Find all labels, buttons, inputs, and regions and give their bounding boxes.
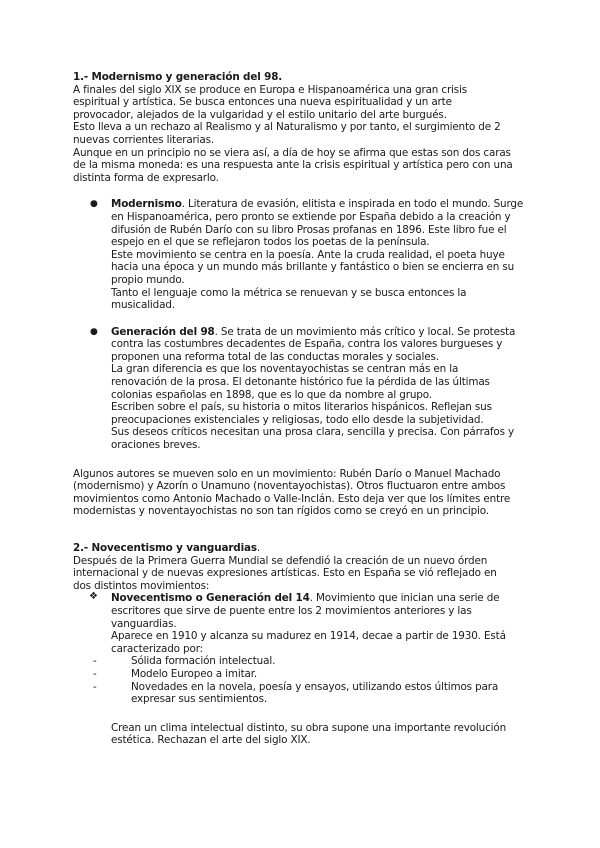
dash-marker: - (93, 667, 97, 680)
text-line: espejo en el que se reflejaron todos los poetas de la península. (111, 236, 430, 249)
text-line: nuevas corrientes literarias. (73, 133, 215, 146)
text-line: movimientos como Antonio Machado o Valle-Inclán. Esto deja ver que los límites entre (73, 492, 511, 505)
text-line: Este movimiento se centra en la poesía. Ante la cruda realidad, el poeta huye (111, 248, 505, 261)
text-line: en Hispanoamérica, pero pronto se extiende por España debido a la creación y (111, 210, 511, 223)
text-line: dos distintos movimientos: (73, 579, 210, 592)
text-line: colonias españolas en 1898, que es lo que da nombre al grupo. (111, 388, 432, 401)
text-line: provocador, alejados de la vulgaridad y el estilo unitario del arte burgués. (73, 108, 447, 121)
text-line (111, 198, 540, 211)
bullet-dot-icon: ● (90, 199, 98, 210)
dash-marker: - (93, 655, 97, 668)
text-line: oraciones breves. (111, 439, 201, 452)
text-line: Crean un clima intelectual distinto, su obra supone una importante revolución (111, 721, 507, 734)
text-line: estética. Rechazan el arte del siglo XIX. (111, 734, 311, 747)
text-line: Escriben sobre el país, su historia o mitos literarios hispánicos. Reflejan sus (111, 401, 492, 414)
section2-heading (73, 542, 540, 555)
list-item (93, 680, 540, 706)
text-line: propio mundo. (111, 273, 185, 286)
section1-heading: 1.- Modernismo y generación del 98. (73, 71, 283, 83)
list-item (93, 655, 540, 668)
text-fragment: . Literatura de evasión, elitista e inspirada en todo el mundo. Surge (181, 198, 524, 211)
text-line: preocupaciones existenciales y religiosas, todo ello desde la subjetividad. (111, 413, 484, 426)
text-line: Sus deseos críticos necesitan una prosa clara, sencilla y precisa. Con párrafos y (111, 426, 515, 439)
text-line: Esto lleva a un rechazo al Realismo y al Naturalismo y por tanto, el surgimiento de 2 (73, 121, 501, 134)
term-generacion-98: Generación del 98 (111, 325, 215, 338)
section2-heading-text: 2.- Novecentismo y vanguardias (73, 542, 257, 554)
text-line: distinta forma de expresarlo. (73, 171, 219, 184)
list-item (93, 667, 540, 681)
text-line: Algunos autores se mueven solo en un movimiento: Rubén Darío o Manuel Machado (73, 467, 501, 480)
section1-closing (73, 468, 540, 518)
diamond-bullet-icon: ❖ (89, 591, 98, 603)
text-line: renovación de la prosa. El detonante histórico fue la pérdida de las últimas (111, 376, 490, 389)
text-line: La gran diferencia es que los noventayochistas se centran más en la (111, 363, 459, 376)
term-novecentismo: Novecentismo o Generación del 14 (111, 592, 310, 605)
text-line: internacional y de nuevas expresiones artísticas. Esto en España se vió reflejado en (73, 567, 497, 580)
text-line: Modelo Europeo a imitar. (131, 667, 258, 680)
text-line: escritores que sirve de puente entre los 2 movimientos anteriores y las (111, 604, 472, 617)
dash-marker: - (93, 680, 97, 693)
section2-intro (73, 555, 540, 593)
text-line: musicalidad. (111, 299, 175, 312)
text-line: vanguardias. (111, 617, 177, 630)
bullet-modernismo (73, 198, 540, 311)
text-line: A finales del siglo XIX se produce en Europa e Hispanoamérica una gran crisis (73, 83, 468, 96)
text-line: caracterizado por: (111, 642, 203, 655)
section2-bullet-list (73, 592, 540, 655)
text-line (111, 592, 540, 605)
text-line: Después de la Primera Guerra Mundial se defendió la creación de un nuevo órden (73, 554, 488, 567)
term-modernismo: Modernismo (111, 198, 182, 211)
bullet-dot-icon: ● (90, 326, 98, 337)
text-line: (modernismo) y Azorín o Unamuno (noventayochistas). Otros fluctuaron entre ambos (73, 480, 506, 493)
text-line: Tanto el lenguaje como la métrica se renuevan y se busca entonces la (111, 286, 467, 299)
novecentismo-conclusion (73, 722, 540, 747)
text-line: Aparece en 1910 y alcanza su madurez en 1914, decae a partir de 1930. Está (111, 630, 506, 643)
text-fragment: . (256, 542, 261, 554)
text-line: Sólida formación intelectual. (131, 655, 276, 668)
text-line: hacia una época y un mundo más brillante y fantástico o bien se encierra en su (111, 261, 515, 274)
text-line: contra las costumbres decadentes de España, contra los valores burgueses y (111, 338, 503, 351)
text-line: proponen una reforma total de las conductas morales y sociales. (111, 350, 439, 363)
bullet-generacion-98 (73, 326, 540, 452)
text-line: espiritual y artística. Se busca entonces una nueva espiritualidad y un arte (73, 96, 452, 109)
text-fragment: . Movimiento que inician una serie de (309, 592, 500, 605)
characteristics-list (73, 655, 540, 705)
bullet-novecentismo (73, 592, 540, 655)
text-line: difusión de Rubén Darío con su libro Prosas profanas en 1896. Este libro fue el (111, 223, 507, 236)
text-fragment: . Se trata de un movimiento más crítico y local. Se protesta (214, 325, 516, 338)
text-line: Aunque en un principio no se viera así, a día de hoy se afirma que estas son dos caras (73, 146, 511, 159)
section1-bullet-list (73, 198, 540, 451)
text-line: modernistas y noventayochistas no son tan rígidos como se creyó en un principio. (73, 505, 489, 518)
text-line (111, 326, 540, 339)
text-line: Novedades en la novela, poesía y ensayos, utilizando estos últimos para (131, 680, 499, 693)
section1-intro (73, 84, 540, 185)
text-line: de la misma moneda: es una respuesta ante la crisis espiritual y artística pero con una (73, 159, 513, 172)
text-line: expresar sus sentimientos. (131, 693, 268, 706)
